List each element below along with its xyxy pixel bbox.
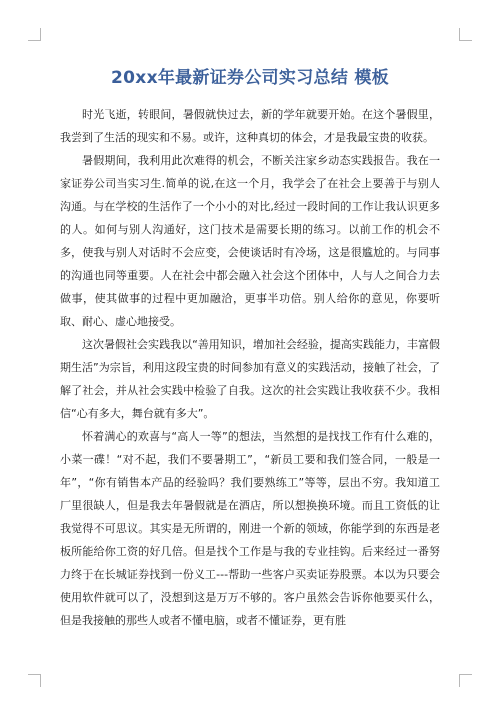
crop-mark-bottom-left	[28, 674, 41, 687]
paragraph-1: 时光飞逝，转眼间，暑假就快过去，新的学年就要开始。在这个暑假里，我尝到了生活的现实和不易。或许，这种真切的体会，才是我最宝贵的收获。	[60, 108, 440, 144]
crop-mark-top-right	[459, 28, 472, 41]
paragraph-3: 这次暑假社会实践我以“善用知识，增加社会经验，提高实践能力，丰富假期生活”为宗旨，利用这段宝贵的时间参加有意义的实践活动，接触了社会，了解了社会，并从社会实践中检验了自我。这次的社会实践让我收获不少。我相信“心有多大，舞台就有多大”。	[60, 338, 440, 420]
paragraph-4: 怀着满心的欢喜与“高人一等”的想法，当然想的是找找工作有什么难的，小菜一碟！“对不起，我们不要暑期工”，“新员工要和我们签合同，一般是一年”，“你有销售本产品的经验吗？我们要熟练工”等等，层出不穷。我知道工厂里很缺人，但是我去年暑假就是在酒店，所以想换换环境。而且工资低的让我觉得不可思议。其实是无所谓的，刚进一个新的领域，你能学到的东西是老板所能给你工资的好几倍。但是找个工作是与我的专业挂钩。后来经过一番努力终于在长城证券找到一份义工---帮助一些客户买卖证券股票。本以为只要会使用软件就可以了，没想到这是万万不够的。客户虽然会告诉你他要买什么，但是我接触的那些人或者不懂电脑，或者不懂证券，更有胜	[60, 430, 440, 627]
document-title: 20xx年最新证券公司实习总结 模板	[111, 68, 389, 88]
paragraph-2: 暑假期间，我利用此次难得的机会，不断关注家乡动态实践报告。我在一家证券公司当实习生.简单的说,在这一个月，我学会了在社会上要善于与别人沟通。与在学校的生活作了一个小小的对比,经过一段时间的工作让我认识更多的人。如何与别人沟通好，这门技术是需要长期的练习。以前工作的机会不多，使我与别人对话时不会应变，会使谈话时有冷场，这是很尴尬的。与同事的沟通也同等重要。人在社会中都会融入社会这个团体中，人与人之间合力去做事，使其做事的过程中更加融洽，更事半功倍。别人给你的意见，你要听取、耐心、虚心地接受。	[60, 154, 440, 328]
crop-mark-top-left	[28, 28, 41, 41]
document-body	[60, 103, 440, 632]
crop-mark-bottom-right	[459, 674, 472, 687]
